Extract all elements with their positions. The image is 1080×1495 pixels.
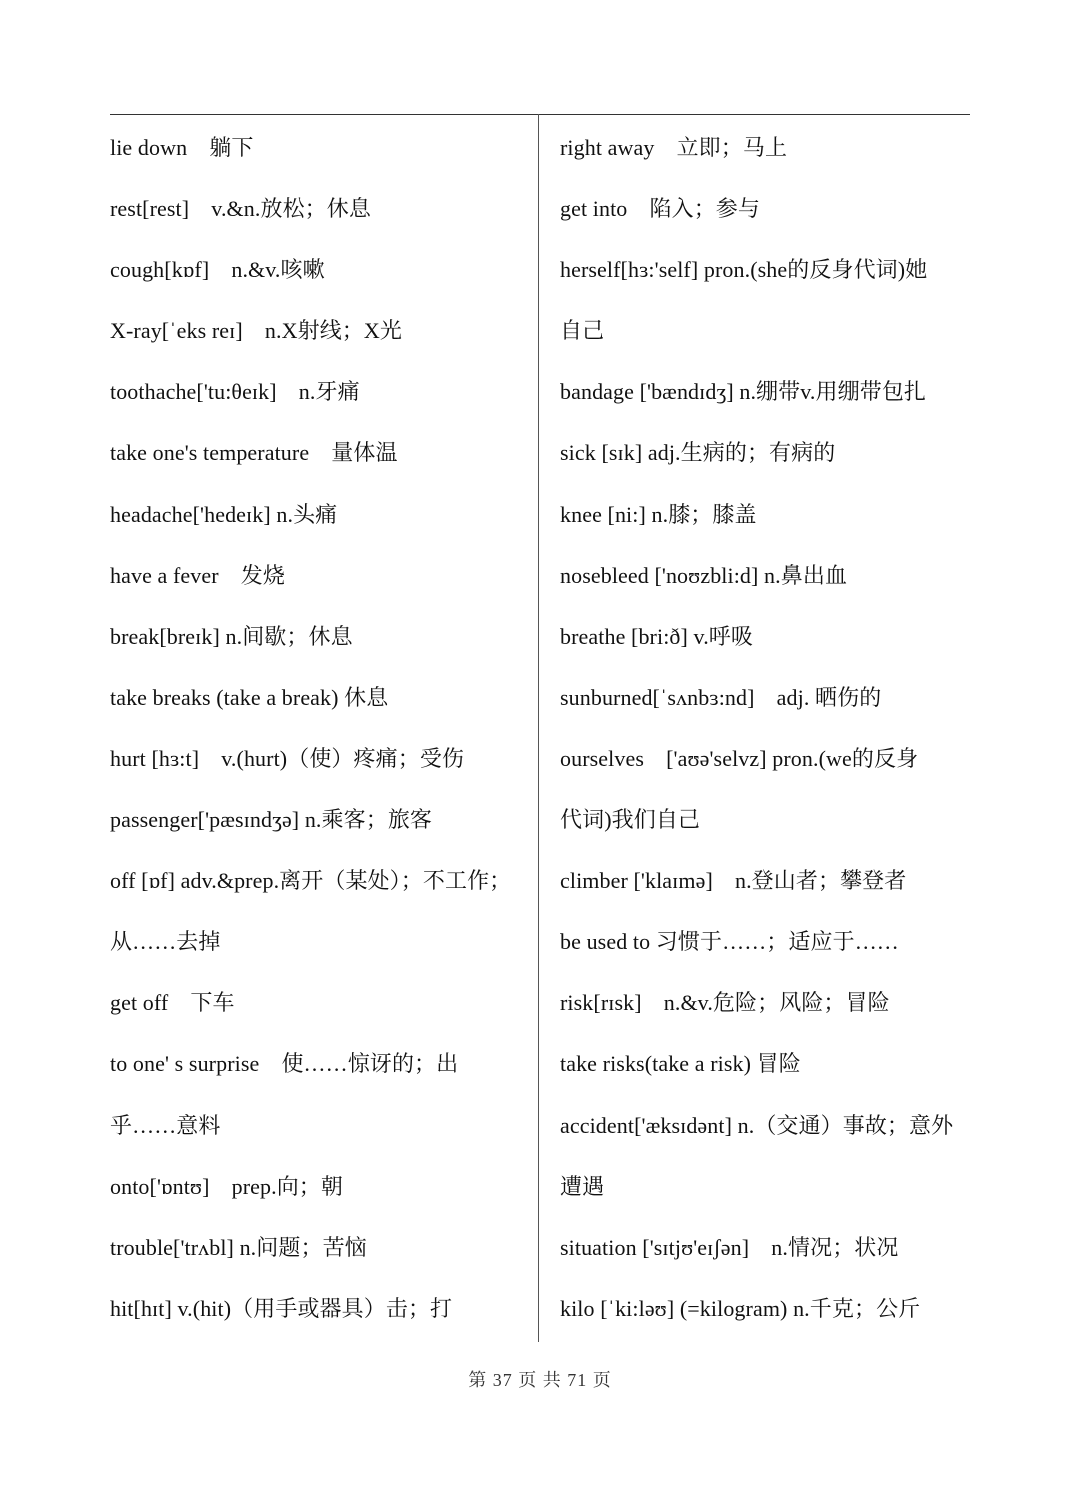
vocab-line: take breaks (take a break) 休息 — [110, 684, 389, 710]
vocab-line: hit[hɪt] v.(hit)（用手或器具）击；打 — [110, 1295, 453, 1321]
vocab-line: 自己 — [560, 318, 605, 344]
vocab-line: headache['hedeɪk] n.头痛 — [110, 501, 338, 527]
vocab-line: toothache['tu:θeɪk] n.牙痛 — [110, 379, 360, 405]
vocab-line: 遭遇 — [560, 1173, 605, 1199]
vocab-line: take risks(take a risk) 冒险 — [560, 1051, 801, 1077]
vocab-line: situation ['sɪtjʊ'eɪʃən] n.情况；状况 — [560, 1234, 899, 1260]
vocab-line: climber ['klaɪmə] n.登山者；攀登者 — [560, 868, 907, 894]
vocab-line: right away 立即；马上 — [560, 135, 788, 160]
vocab-line: have a fever 发烧 — [110, 562, 285, 588]
vocab-column-left — [110, 117, 532, 1339]
vocab-line: breathe [bri:ð] v.呼吸 — [560, 623, 754, 649]
vocab-line: get off 下车 — [110, 990, 235, 1016]
vocab-line: bandage ['bændɪdʒ] n.绷带v.用绷带包扎 — [560, 379, 927, 405]
vocab-line: to one' s surprise 使……惊讶的；出 — [110, 1051, 459, 1077]
vocab-line: risk[rɪsk] n.&v.危险；风险；冒险 — [560, 990, 890, 1016]
vocab-line: onto['ɒntʊ] prep.向；朝 — [110, 1173, 344, 1199]
vocab-line: rest[rest] v.&n.放松；休息 — [110, 196, 371, 222]
vocab-line: 从……去掉 — [110, 929, 221, 955]
vocab-line: be used to 习惯于……；适应于…… — [560, 929, 899, 955]
vocab-line: get into 陷入；参与 — [560, 196, 761, 222]
page-number-footer: 第 37 页 共 71 页 — [468, 1370, 612, 1390]
vocab-line: break[breɪk] n.间歇；休息 — [110, 623, 353, 649]
vocab-line: nosebleed ['noʊzbli:d] n.鼻出血 — [560, 562, 848, 588]
vocab-line: off [ɒf] adv.&prep.离开（某处）；不工作； — [110, 868, 512, 894]
vocab-line: herself[hɜ:'self] pron.(she的反身代词)她 — [560, 257, 928, 283]
vocab-line: trouble['trʌbl] n.问题；苦恼 — [110, 1234, 367, 1260]
column-divider — [538, 114, 539, 1342]
vocab-line: ourselves ['aʊə'selvz] pron.(we的反身 — [560, 745, 919, 771]
vocab-line: 乎……意料 — [110, 1112, 221, 1138]
vocab-line: sick [sɪk] adj.生病的；有病的 — [560, 440, 836, 466]
vocab-line: cough[kɒf] n.&v.咳嗽 — [110, 257, 325, 283]
vocab-line: hurt [hɜ:t] v.(hurt)（使）疼痛；受伤 — [110, 745, 465, 771]
vocab-line: X-ray[ˈeks reɪ] n.X射线；X光 — [110, 318, 402, 344]
vocab-line: passenger['pæsɪndʒə] n.乘客；旅客 — [110, 807, 433, 833]
vocab-column-right — [560, 117, 972, 1339]
vocab-line: knee [ni:] n.膝；膝盖 — [560, 501, 757, 527]
vocab-line: lie down 躺下 — [110, 135, 254, 160]
vocab-line: 代词)我们自己 — [560, 807, 701, 833]
vocab-line: kilo [ˈki:ləʊ] (=kilogram) n.千克；公斤 — [560, 1295, 921, 1321]
vocab-line: take one's temperature 量体温 — [110, 440, 398, 466]
top-rule — [110, 114, 970, 115]
vocab-line: accident['æksɪdənt] n.（交通）事故；意外 — [560, 1112, 954, 1138]
vocab-line: sunburned[ˈsʌnbɜ:nd] adj. 晒伤的 — [560, 684, 882, 710]
